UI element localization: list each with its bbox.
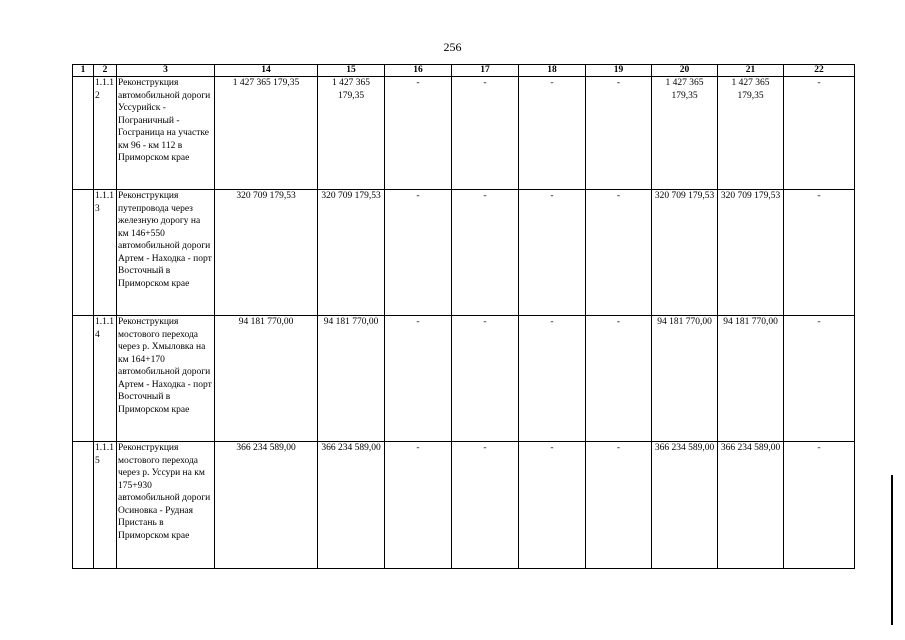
column-header: 15 — [318, 65, 385, 77]
row-number-cell — [73, 442, 94, 569]
col-16-cell: - — [385, 442, 452, 569]
table-row — [73, 442, 855, 569]
col-14-cell: 1 427 365 179,35 — [215, 77, 318, 190]
row-number-cell — [73, 190, 94, 316]
column-header: 1 — [73, 65, 94, 77]
col-22-cell: - — [784, 442, 855, 569]
column-header: 20 — [652, 65, 718, 77]
col-21-cell: 1 427 365 179,35 — [718, 77, 784, 190]
row-number-cell — [73, 77, 94, 190]
col-19-cell: - — [586, 77, 652, 190]
col-19-cell: - — [586, 442, 652, 569]
col-22-cell: - — [784, 190, 855, 316]
table-row — [73, 77, 855, 190]
col-22-cell: - — [784, 316, 855, 442]
column-header: 3 — [117, 65, 215, 77]
item-code-cell: 1.1.14 — [94, 316, 117, 442]
col-16-cell: - — [385, 190, 452, 316]
header-row — [73, 65, 855, 77]
column-header: 21 — [718, 65, 784, 77]
col-14-cell: 320 709 179,53 — [215, 190, 318, 316]
col-18-cell: - — [519, 316, 586, 442]
col-15-cell: 366 234 589,00 — [318, 442, 385, 569]
column-header: 2 — [94, 65, 117, 77]
col-18-cell: - — [519, 442, 586, 569]
column-header: 22 — [784, 65, 855, 77]
col-20-cell: 320 709 179,53 — [652, 190, 718, 316]
col-15-cell: 320 709 179,53 — [318, 190, 385, 316]
table-row — [73, 316, 855, 442]
col-21-cell: 320 709 179,53 — [718, 190, 784, 316]
col-20-cell: 366 234 589,00 — [652, 442, 718, 569]
item-code-cell: 1.1.12 — [94, 77, 117, 190]
col-16-cell: - — [385, 316, 452, 442]
col-21-cell: 94 181 770,00 — [718, 316, 784, 442]
item-name-cell: Реконструкция мостового перехода через р. Уссури на км 175+930 автомобильной дороги Осиновка - Рудная Пристань в Приморском крае — [117, 442, 215, 569]
item-name-cell: Реконструкция автомобильной дороги Уссурийск - Пограничный - Госграница на участке км 96 - км 112 в Приморском крае — [117, 77, 215, 190]
col-16-cell: - — [385, 77, 452, 190]
item-name-cell: Реконструкция путепровода через железную дорогу на км 146+550 автомобильной дороги Артем - Находка - порт Восточный в Приморском крае — [117, 190, 215, 316]
col-15-cell: 94 181 770,00 — [318, 316, 385, 442]
col-20-cell: 1 427 365 179,35 — [652, 77, 718, 190]
column-header: 16 — [385, 65, 452, 77]
col-14-cell: 366 234 589,00 — [215, 442, 318, 569]
column-header: 19 — [586, 65, 652, 77]
col-19-cell: - — [586, 316, 652, 442]
col-20-cell: 94 181 770,00 — [652, 316, 718, 442]
column-header: 18 — [519, 65, 586, 77]
item-code-cell: 1.1.15 — [94, 442, 117, 569]
scan-edge-line — [891, 475, 893, 625]
column-header: 14 — [215, 65, 318, 77]
col-15-cell: 1 427 365 179,35 — [318, 77, 385, 190]
col-19-cell: - — [586, 190, 652, 316]
budget-table — [72, 64, 855, 569]
item-code-cell: 1.1.13 — [94, 190, 117, 316]
col-17-cell: - — [452, 190, 519, 316]
table-row — [73, 190, 855, 316]
col-17-cell: - — [452, 442, 519, 569]
col-21-cell: 366 234 589,00 — [718, 442, 784, 569]
item-name-cell: Реконструкция мостового перехода через р. Хмыловка на км 164+170 автомобильной дороги Артем - Находка - порт Восточный в Приморском крае — [117, 316, 215, 442]
row-number-cell — [73, 316, 94, 442]
col-14-cell: 94 181 770,00 — [215, 316, 318, 442]
col-17-cell: - — [452, 77, 519, 190]
page-number: 256 — [443, 40, 462, 54]
col-18-cell: - — [519, 190, 586, 316]
column-header: 17 — [452, 65, 519, 77]
col-22-cell: - — [784, 77, 855, 190]
col-17-cell: - — [452, 316, 519, 442]
col-18-cell: - — [519, 77, 586, 190]
